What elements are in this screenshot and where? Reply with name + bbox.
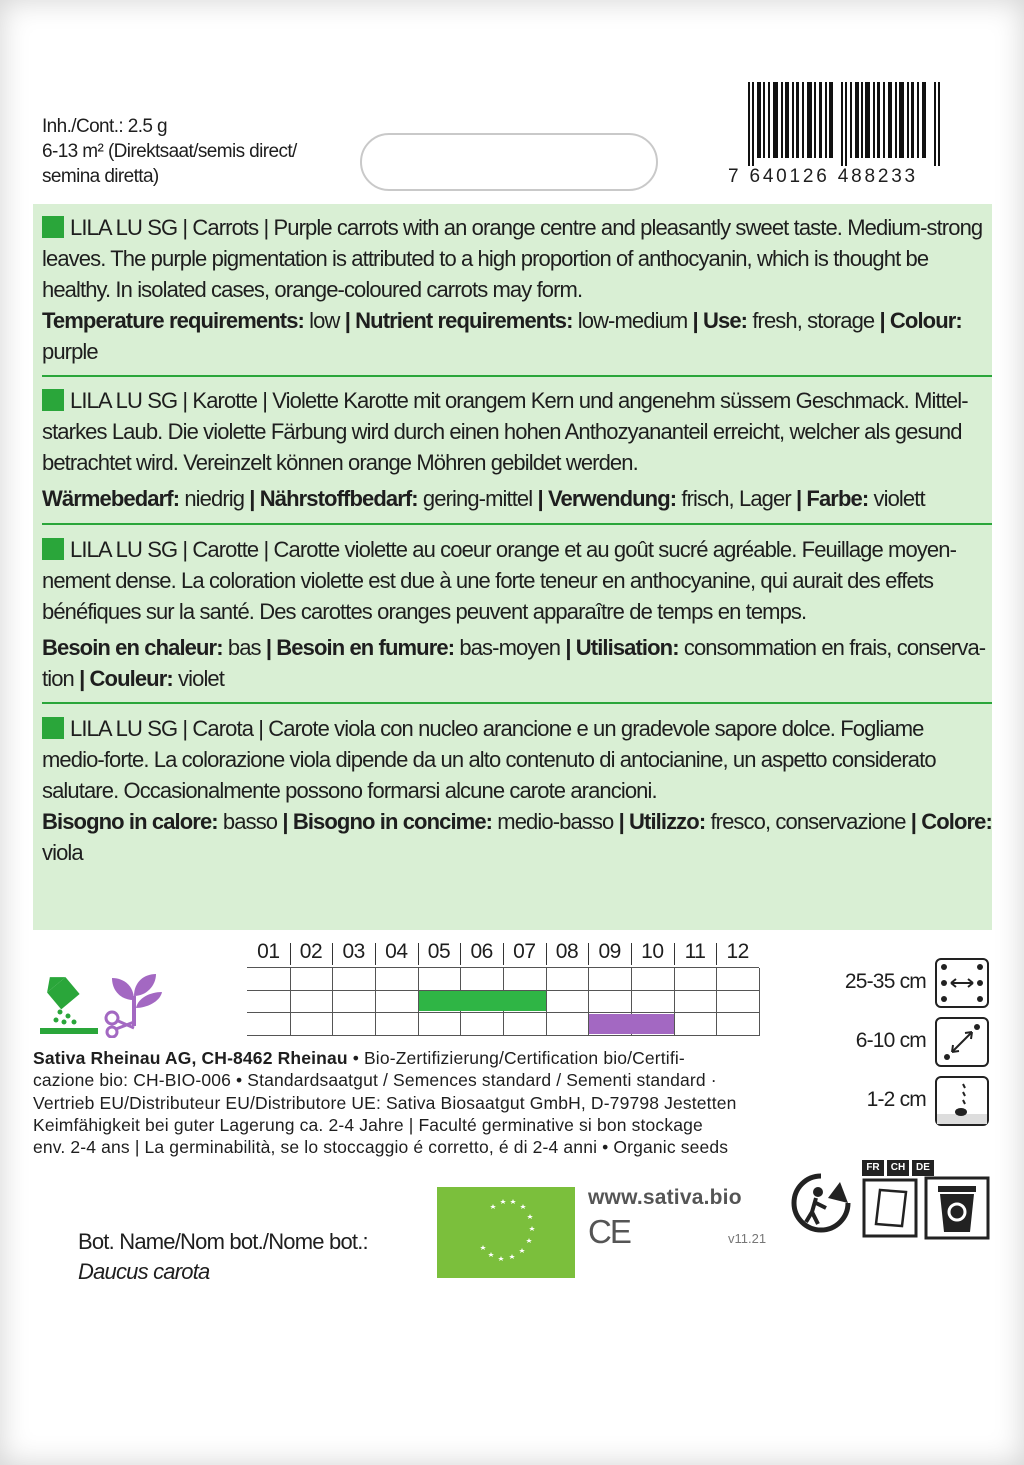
harvest-icon <box>100 966 168 1038</box>
month-label: 11 <box>684 940 706 963</box>
triman-recycling-icon <box>790 1172 852 1234</box>
label-window <box>360 133 658 191</box>
desc-line: LILA LU SG | Carrots | Purple carrots with an orange centre and pleasantly sweet taste. Medium-strong <box>42 212 984 243</box>
company-fineprint <box>33 1047 773 1158</box>
grid-column-line <box>674 968 675 1036</box>
desc-line: LILA LU SG | Carotte | Carotte violette au coeur orange et au goût sucré agréable. Feuillage moyen- <box>42 534 984 565</box>
requirements-line-cont: viola <box>42 840 83 865</box>
eu-organic-logo <box>437 1187 575 1278</box>
month-label: 05 <box>427 940 451 963</box>
barcode <box>748 82 940 166</box>
plant-spacing-icon <box>935 1017 989 1067</box>
sowing-period-bar <box>419 991 546 1011</box>
row-spacing-icon <box>935 958 989 1008</box>
month-separator <box>460 943 461 965</box>
desc-line: nement dense. La coloration violette est due à une forte teneur en anthocyanine, qui aurait des effets <box>42 568 934 593</box>
sowing-icon <box>38 976 100 1038</box>
content-weight: Inh./Cont.: 2.5 g <box>42 116 167 137</box>
month-separator <box>546 943 547 965</box>
row-spacing-text: 25-35 cm <box>844 970 926 993</box>
month-label: 06 <box>470 940 493 963</box>
desc-line: betrachtet wird. Vereinzelt können orange Möhren gebildet werden. <box>42 450 638 475</box>
desc-line: healthy. In isolated cases, orange-coloured carrots may form. <box>42 277 583 302</box>
month-separator <box>290 943 291 965</box>
content-area-2: semina diretta) <box>42 166 159 187</box>
fineprint-line: Vertrieb EU/Distributeur EU/Distributore UE: Sativa Biosaatgut GmbH, D-79798 Jestetten <box>33 1092 737 1113</box>
desc-line: LILA LU SG | Carota | Carote viola con nucleo arancione e un gradevole sapore dolce. Fogliame <box>42 713 984 744</box>
website-link[interactable]: www.sativa.bio <box>588 1186 742 1209</box>
desc-line: salutare. Occasionalmente possono formarsi alcune carote arancioni. <box>42 778 657 803</box>
requirements-line-cont: purple <box>42 339 98 364</box>
fineprint-line: cazione bio: CH-BIO-006 • Standardsaatgut / Semences standard / Sementi standard · <box>33 1070 717 1091</box>
divider <box>42 375 992 377</box>
desc-line: bénéfiques sur la santé. Des carottes oranges peuvent apparaître de temps en temps. <box>42 599 807 624</box>
desc-line: medio-forte. La colorazione viola dipende da un alto contenuto di antocianine, un aspetto considerato <box>42 747 936 772</box>
month-separator <box>418 943 419 965</box>
grid-column-line <box>332 968 333 1036</box>
plant-spacing-text: 6-10 cm <box>855 1029 926 1052</box>
month-label: 03 <box>342 940 365 963</box>
harvest-period-bar <box>589 1014 673 1034</box>
sowing-depth-icon <box>935 1076 989 1126</box>
month-separator <box>674 943 675 965</box>
month-label: 07 <box>513 940 536 963</box>
month-label: 02 <box>299 940 323 963</box>
botanical-name <box>78 1227 368 1287</box>
botanical-label: Bot. Name/Nom bot./Nome bot.: <box>78 1229 368 1254</box>
requirements-line: Temperature requirements: low | Nutrient requirements: low-medium | Use: fresh, storage | Colour: <box>42 308 962 333</box>
description-en <box>42 212 984 367</box>
description-fr <box>42 534 984 694</box>
month-label: 04 <box>385 940 408 963</box>
fineprint-line: env. 2-4 ans | La germinabilità, se lo stoccaggio é corretto, é di 2-4 anni • Organic seeds <box>33 1137 729 1158</box>
green-square-icon <box>42 717 64 739</box>
divider <box>42 523 992 525</box>
requirements-line-cont: tion | Couleur: violet <box>42 666 224 691</box>
month-label: 09 <box>598 940 621 963</box>
content-area-1: 6-13 m² (Direktsaat/semis direct/ <box>42 141 297 162</box>
grid-column-line <box>375 968 376 1036</box>
month-separator <box>588 943 589 965</box>
grid-column-line <box>716 968 717 1036</box>
growing-calendar <box>247 940 759 1036</box>
paper-bag-icon <box>862 1178 918 1238</box>
month-label: 08 <box>555 940 579 963</box>
month-separator <box>332 943 333 965</box>
recycle-code-fr: FR <box>862 1160 884 1176</box>
description-it <box>42 713 992 868</box>
version-label: v11.21 <box>728 1231 767 1246</box>
month-label: 12 <box>726 940 749 963</box>
requirements-line: Wärmebedarf: niedrig | Nährstoffbedarf: gering-mittel | Verwendung: frisch, Lager | Farbe: violett <box>42 486 925 511</box>
green-square-icon <box>42 389 64 411</box>
ce-mark: CE <box>588 1213 630 1250</box>
barcode-number: 7 640126 488233 <box>728 166 918 187</box>
desc-line: LILA LU SG | Karotte | Violette Karotte mit orangem Kern und angenehm süssem Geschmack. Mittel- <box>42 385 984 416</box>
recycle-code-ch: CH <box>887 1160 909 1176</box>
grid-column-line <box>759 968 760 1036</box>
requirements-line: Bisogno in calore: basso | Bisogno in concime: medio-basso | Utilizzo: fresco, conservazione | Colore: <box>42 809 992 834</box>
requirements-line: Besoin en chaleur: bas | Besoin en fumure: bas-moyen | Utilisation: consommation en frais, conserva- <box>42 635 986 660</box>
grid-column-line <box>290 968 291 1036</box>
month-label: 01 <box>257 940 280 963</box>
description-panel <box>33 204 992 930</box>
recycling-bin-icon <box>924 1176 990 1240</box>
desc-line: starkes Laub. Die violette Färbung wird durch einen hohen Anthozyananteil erreicht, welcher als gesund <box>42 419 962 444</box>
month-separator <box>375 943 376 965</box>
green-square-icon <box>42 216 64 238</box>
fineprint-line: Sativa Rheinau AG, CH-8462 Rheinau • Bio-Zertifizierung/Certification bio/Certifi- <box>33 1048 685 1068</box>
description-de <box>42 385 984 514</box>
month-separator <box>716 943 717 965</box>
grid-column-line <box>546 968 547 1036</box>
recycle-code-de: DE <box>912 1160 934 1176</box>
month-separator <box>503 943 504 965</box>
sowing-depth-text: 1-2 cm <box>866 1088 926 1111</box>
month-label: 10 <box>641 940 664 963</box>
green-square-icon <box>42 538 64 560</box>
fineprint-line: Keimfähigkeit bei guter Lagerung ca. 2-4 Jahre | Faculté germinative si bon stockage <box>33 1114 703 1135</box>
divider <box>42 702 992 704</box>
package-contents <box>42 114 297 189</box>
botanical-value: Daucus carota <box>78 1259 210 1284</box>
desc-line: leaves. The purple pigmentation is attributed to a high proportion of anthocyanin, which is thought be <box>42 246 929 271</box>
month-separator <box>631 943 632 965</box>
